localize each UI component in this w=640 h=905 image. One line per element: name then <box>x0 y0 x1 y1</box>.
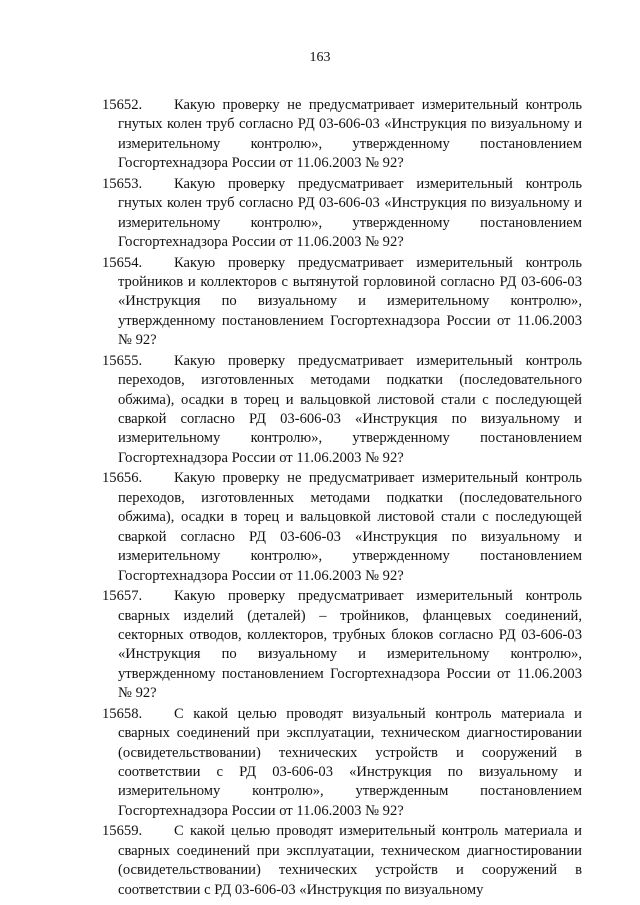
question-number: 15653. <box>102 175 143 192</box>
question-text: Какую проверку предусматривает измерительный контроль тройников и коллекторов с вытянутой горловиной согласно РД 03-606-03 «Инструкция по визуальному и измерительному контролю», утвержденному постановлением Госгортехнадзора России от 11.06.2003 № 92? <box>118 254 582 349</box>
question-text: Какую проверку предусматривает измерительный контроль переходов, изготовленных методами подкатки (последовательного обжима), осадки в торец и вальцовкой листовой стали с последующей сваркой согласно РД 03-606-03 «Инструкция по визуальному и измерительному контролю», утвержденному постановлением Госгортехнадзора России от 11.06.2003 № 92? <box>118 352 582 466</box>
question-15656 <box>102 469 582 585</box>
question-number: 15658. <box>102 705 143 722</box>
question-15653 <box>102 175 582 253</box>
question-list <box>102 96 582 901</box>
question-15652 <box>102 96 582 174</box>
question-15659 <box>102 822 582 900</box>
question-text: Какую проверку не предусматривает измерительный контроль гнутых колен труб согласно РД 03-606-03 «Инструкция по визуальному и измерительному контролю», утвержденному постановлением Госгортехнадзора России от 11.06.2003 № 92? <box>118 97 582 172</box>
question-15658 <box>102 705 582 821</box>
question-number: 15657. <box>102 588 143 605</box>
question-number: 15656. <box>102 470 143 487</box>
question-number: 15659. <box>102 823 143 840</box>
question-15654 <box>102 254 582 351</box>
question-15657 <box>102 587 582 703</box>
question-number: 15655. <box>102 352 143 369</box>
page-number: 163 <box>309 50 331 65</box>
question-text: Какую проверку предусматривает измерительный контроль гнутых колен труб согласно РД 03-606-03 «Инструкция по визуальному и измерительному контролю», утвержденному постановлением Госгортехнадзора России от 11.06.2003 № 92? <box>118 175 582 251</box>
question-text: Какую проверку не предусматривает измерительный контроль переходов, изготовленных методами подкатки (последовательного обжима), осадки в торец и вальцовкой листовой стали с последующей сваркой согласно РД 03-606-03 «Инструкция по визуальному и измерительному контролю», утвержденному постановлением Госгортехнадзора России от 11.06.2003 № 92? <box>118 470 582 584</box>
question-number: 15654. <box>102 254 143 271</box>
question-number: 15652. <box>102 97 143 113</box>
question-text: Какую проверку предусматривает измерительный контроль сварных изделий (деталей) – тройников, фланцевых соединений, секторных отводов, коллекторов, трубных блоков согласно РД 03-606-03 «Инструкция по визуальному и измерительному контролю», утвержденному постановлением Госгортехнадзора России от 11.06.2003 № 92? <box>118 588 582 702</box>
question-text: С какой целью проводят визуальный контроль материала и сварных соединений при эксплуатации, техническом диагностировании (освидетельствовании) технических устройств и сооружений в соответствии с РД 03-606-03 «Инструкция по визуальному и измерительному контролю», утвержденным постановлением Госгортехнадзора России от 11.06.2003 № 92? <box>118 705 582 819</box>
question-15655 <box>102 352 582 468</box>
question-text: С какой целью проводят измерительный контроль материала и сварных соединений при эксплуатации, техническом диагностировании (освидетельствовании) технических устройств и сооружений в соответствии с РД 03-606-03 «Инструкция по визуальному <box>118 823 582 898</box>
